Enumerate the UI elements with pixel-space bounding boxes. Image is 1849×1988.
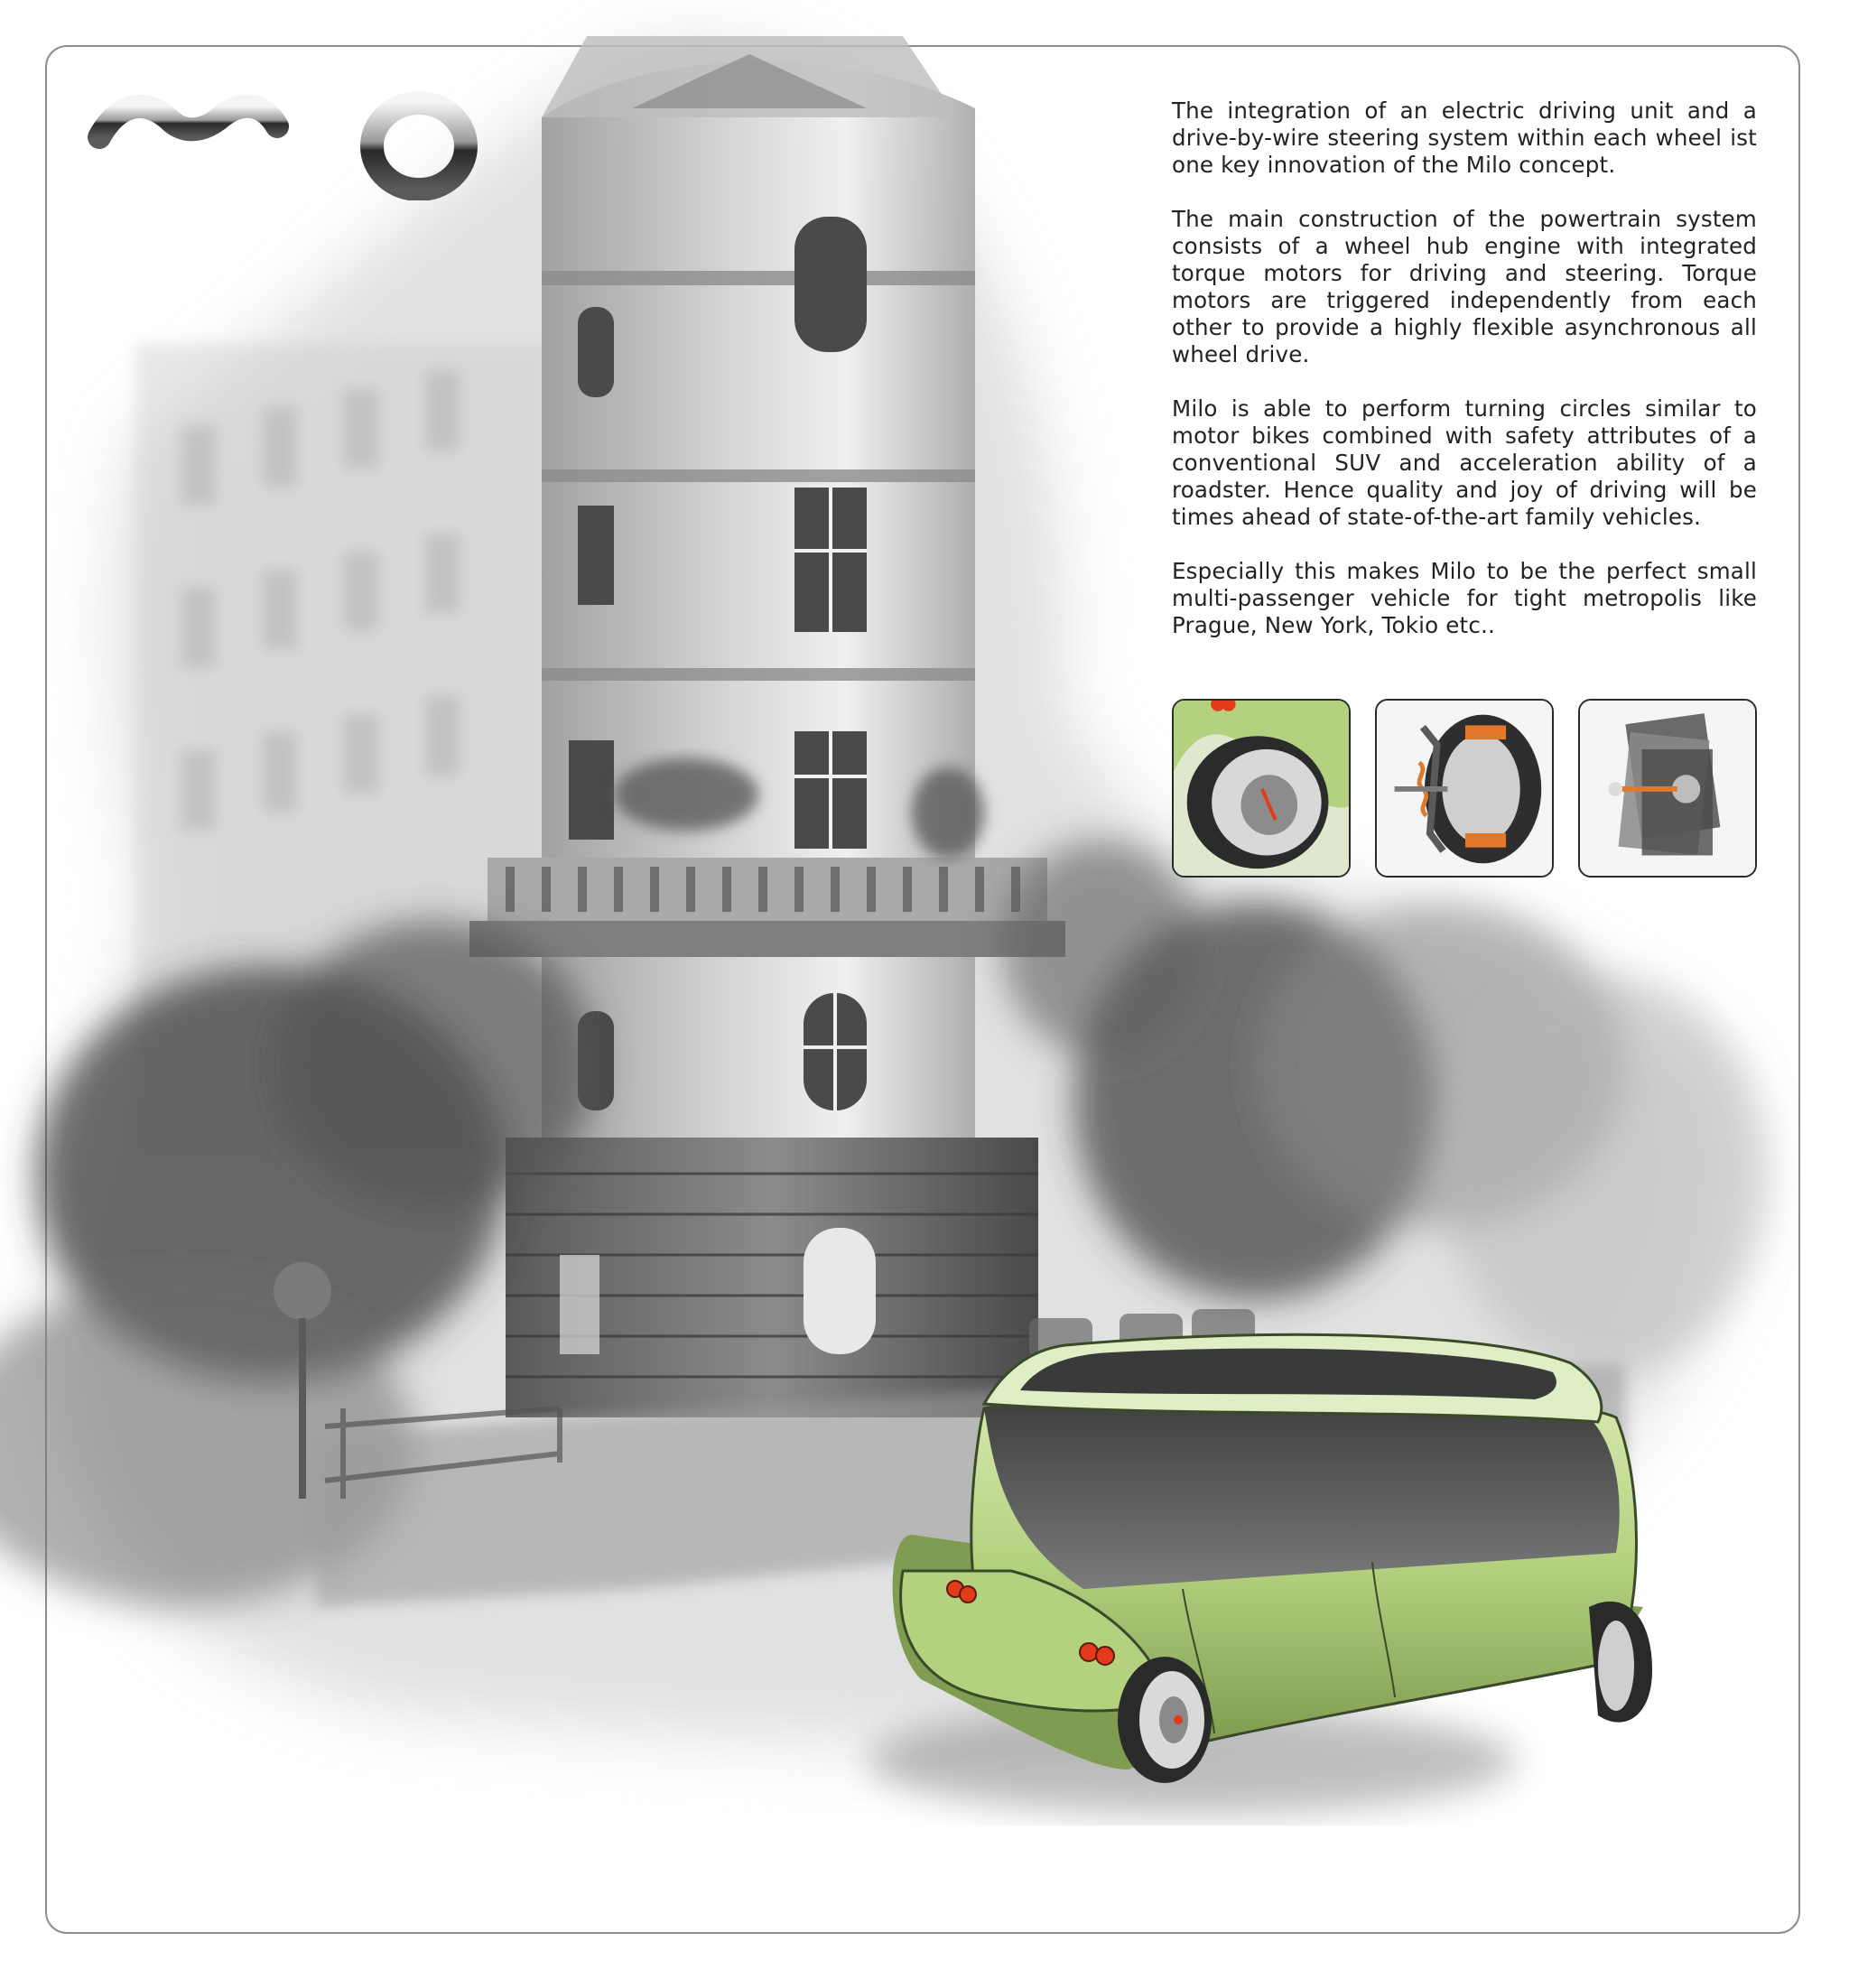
- thumbnail-wheel-hub-closeup: [1172, 699, 1351, 878]
- milo-wordmark-logo: [83, 83, 498, 200]
- description-paragraph: Especially this makes Milo to be the perfect small multi-passenger vehicle for tight metropolis like Prague, New York, Tokio etc..: [1172, 558, 1757, 638]
- thumbnail-wheel-hub-engine-cutaway: [1375, 699, 1554, 878]
- description-paragraph: The main construction of the powertrain system consists of a wheel hub engine with integrated torque motors for driving and steering. Torque motors are triggered independently from each other to provide a highly flexible asynchronous all wheel drive.: [1172, 206, 1757, 367]
- concept-description: [1172, 98, 1757, 666]
- engine-cutaway-icon: [1377, 701, 1552, 876]
- description-paragraph: Milo is able to perform turning circles similar to motor bikes combined with safety attributes of a conventional SUV and acceleration ability of a roadster. Hence quality and joy of driving will be times ahead of state-of-the-art family vehicles.: [1172, 395, 1757, 530]
- steering-motor-icon: [1580, 701, 1755, 876]
- detail-thumbnails: [1172, 699, 1757, 879]
- thumbnail-torque-motor-steering: [1578, 699, 1757, 878]
- wheel-icon: [1174, 701, 1349, 876]
- description-paragraph: The integration of an electric driving unit and a drive-by-wire steering system within each wheel ist one key innovation of the Milo concept.: [1172, 98, 1757, 178]
